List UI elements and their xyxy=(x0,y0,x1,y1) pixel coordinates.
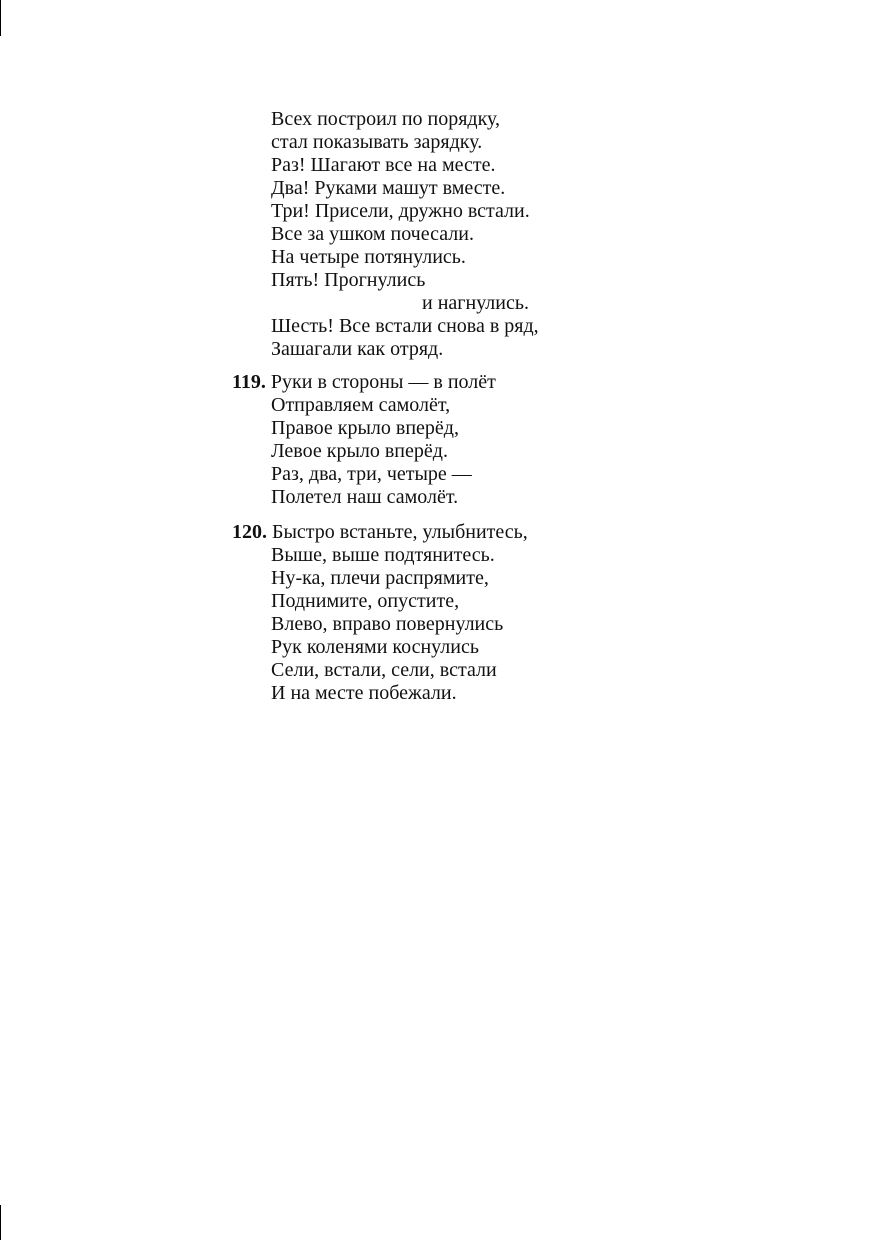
poem-line: Два! Руками машут вместе. xyxy=(271,177,506,199)
crop-mark-top xyxy=(0,0,1,36)
poem-line: Все за ушком почесали. xyxy=(271,223,474,245)
poem-line: Шесть! Все встали снова в ряд, xyxy=(271,315,539,337)
poem-first-line xyxy=(232,521,528,544)
poem-line: Левое крыло вперёд. xyxy=(271,440,448,462)
poem-line: Пять! Прогнулись xyxy=(271,269,426,291)
poem-line: И на месте побежали. xyxy=(271,682,457,704)
poem-line: Ну-ка, плечи распрямите, xyxy=(271,567,489,589)
poem-line: Руки в стороны — в полёт xyxy=(270,371,496,393)
poem-line: Три! Присели, дружно встали. xyxy=(271,200,530,222)
poem-line-indented: и нагнулись. xyxy=(422,292,529,314)
poem-line: Поднимите, опустите, xyxy=(271,590,460,612)
crop-mark-bottom xyxy=(0,1205,1,1240)
poem-line: Влево, вправо повернулись xyxy=(271,613,504,635)
poem-line: Всех построил по порядку, xyxy=(271,108,501,130)
poem-line: стал показывать зарядку. xyxy=(271,131,483,153)
poem-line: Быстро встаньте, улыбнитесь, xyxy=(272,521,528,543)
poem-line: На четыре потянулись. xyxy=(271,246,466,268)
poem-line: Раз! Шагают все на месте. xyxy=(271,154,496,176)
poem-line: Отправляем самолёт, xyxy=(271,394,451,416)
poem-number: 120. xyxy=(232,521,267,543)
poem-line: Полетел наш самолёт. xyxy=(271,486,459,508)
poem-number: 119. xyxy=(232,371,266,393)
poem-line: Сели, встали, сели, встали xyxy=(271,659,497,681)
poem-line: Рук коленями коснулись xyxy=(271,636,479,658)
poem-line: Раз, два, три, четыре — xyxy=(271,463,472,485)
poem-first-line xyxy=(232,371,496,394)
poem-line: Правое крыло вперёд, xyxy=(271,417,459,439)
poem-line: Зашагали как отряд. xyxy=(271,338,444,360)
poem-line: Выше, выше подтянитесь. xyxy=(271,544,495,566)
